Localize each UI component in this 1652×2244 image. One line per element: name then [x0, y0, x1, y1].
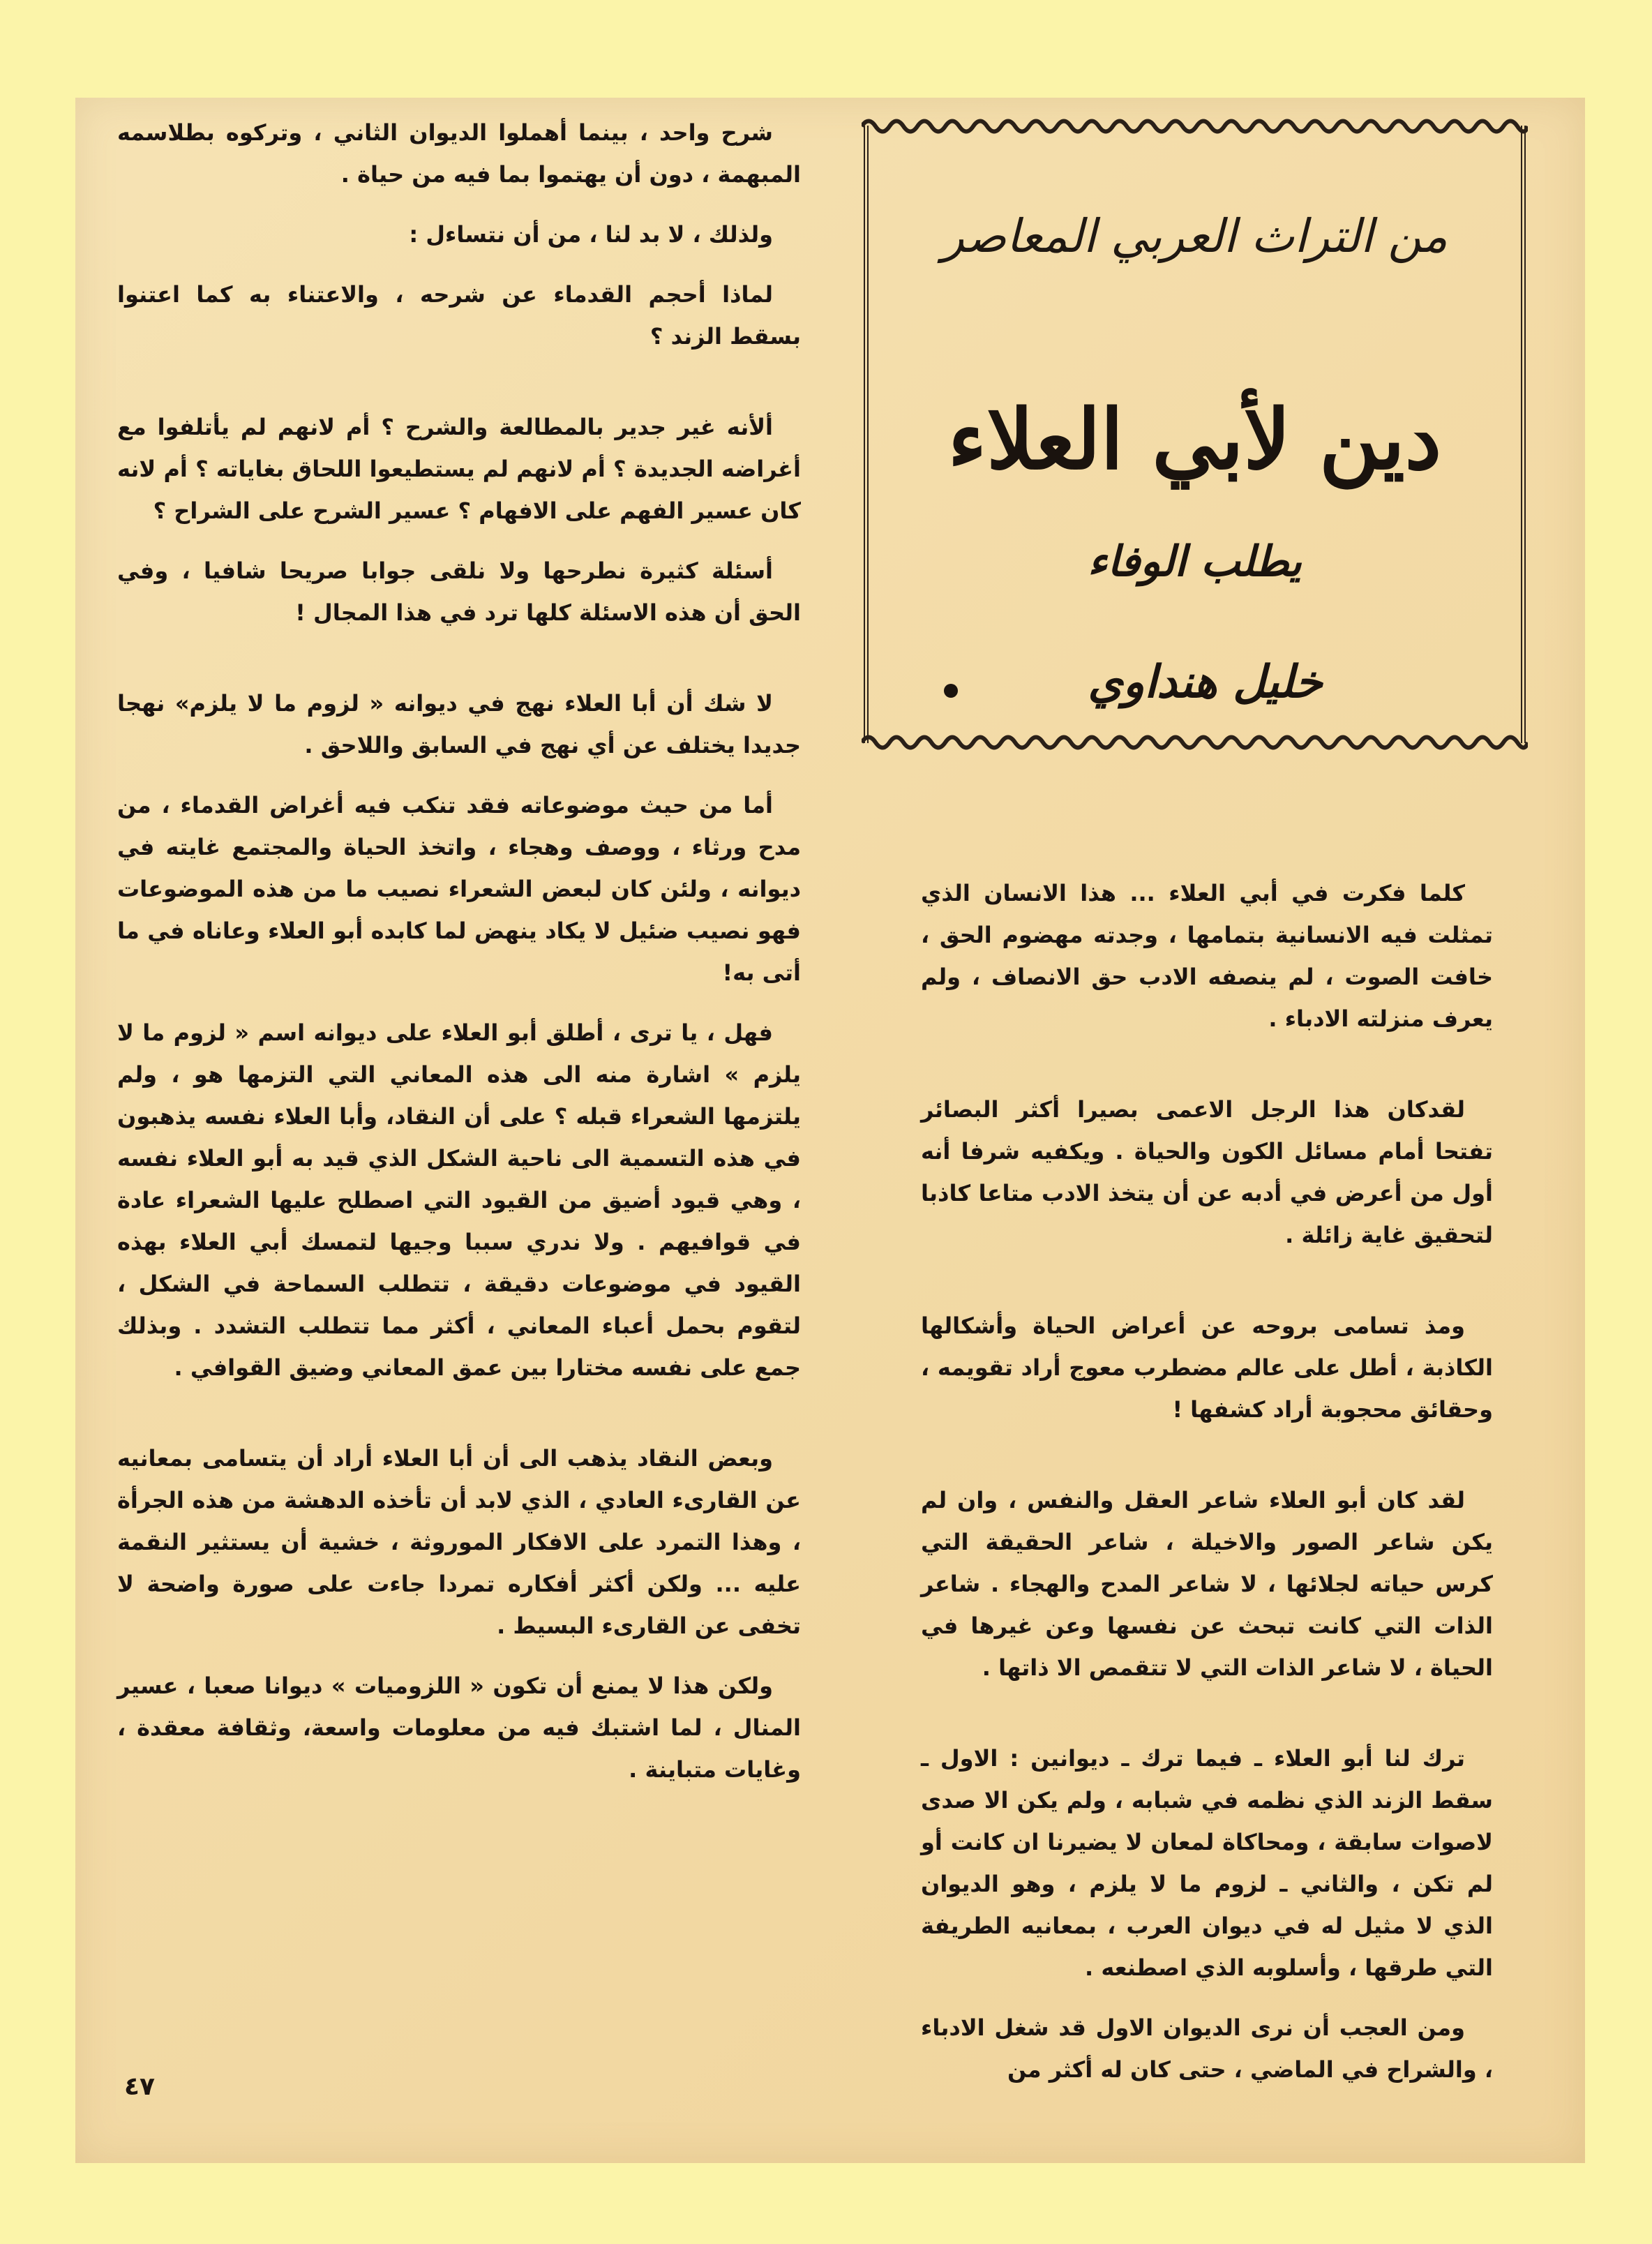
- paragraph: ألأنه غير جدير بالمطالعة والشرح ؟ أم لانهم لم يأتلفوا مع أغراضه الجديدة ؟ أم لانهم لم يستطيعوا اللحاق بغاياته ؟ أم لانه كان عسير الفهم على الافهام ؟ عسير الشرح على الشراح ؟: [117, 414, 801, 524]
- paragraph: شرح واحد ، بينما أهملوا الديوان الثاني ، وتركوه بطلاسمه المبهمة ، دون أن يهتموا بما فيه من حياة .: [117, 119, 801, 188]
- paragraph: فهل ، يا ترى ، أطلق أبو العلاء على ديوانه اسم « لزوم ما لا يلزم » اشارة منه الى هذه المعاني التي التزمها هو ، ولم يلتزمها الشعراء قبله ؟ على أن النقاد، وأبا العلاء نفسه يذهبون في هذه التسمية الى ناحية الشكل الذي قيد به أبو العلاء نفسه ، وهي قيود أضيق من القيود التي اصطلح عليها الشعراء عادة في قوافيهم . ولا ندري سببا وجيها لتمسك أبي العلاء بهذه القيود في موضوعات دقيقة ، تتطلب السماحة في الشكل ، لتقوم بحمل أعباء المعاني ، أكثر مما تتطلب التشدد . وبذلك جمع على نفسه مختارا بين عمق المعاني وضيق القوافي .: [117, 1019, 801, 1381]
- paragraph: لماذا أحجم القدماء عن شرحه ، والاعتناء به كما اعتنوا بسقط الزند ؟: [117, 281, 801, 350]
- paragraph: أما من حيث موضوعاته فقد تنكب فيه أغراض القدماء ، من مدح ورثاء ، ووصف وهجاء ، واتخذ الحياة والمجتمع غايته في ديوانه ، ولئن كان لبعض الشعراء نصيب ما من هذه الموضوعات فهو نصيب ضئيل لا يكاد ينهض لما كابده أبو العلاء وعاناه في ما أتى به!: [117, 792, 801, 986]
- page-number: ٤٧: [124, 2072, 155, 2101]
- bullet-dot-icon: [944, 684, 958, 698]
- article-subtitle: يطلب الوفاء: [1088, 537, 1302, 586]
- article-title: دين لأبي العلاء: [947, 391, 1442, 488]
- paragraph: لقد كان أبو العلاء شاعر العقل والنفس ، وان لم يكن شاعر الصور والاخيلة ، شاعر الحقيقة التي كرس حياته لجلائها ، لا شاعر المدح والهجاء . شاعر الذات التي كانت تبحث عن نفسها وعن غيرها في الحياة ، لا شاعر الذات التي لا تتقمص الا ذاتها .: [921, 1487, 1493, 1681]
- paragraph: ومن العجب أن نرى الديوان الاول قد شغل الادباء ، والشراح في الماضي ، حتى كان له أكثر من: [921, 2014, 1493, 2083]
- paragraph: وبعض النقاد يذهب الى أن أبا العلاء أراد أن يتسامى بمعانيه عن القارىء العادي ، الذي لابد أن تأخذه الدهشة من هذه الجرأة ، وهذا التمرد على الافكار الموروثة ، خشية أن يستثير النقمة عليه ... ولكن أكثر أفكاره تمردا جاءت على صورة واضحة لا تخفى عن القارىء البسيط .: [117, 1445, 801, 1639]
- title-box: [864, 126, 1526, 743]
- series-title: من التراث العربي المعاصر: [942, 209, 1448, 263]
- paragraph: ترك لنا أبو العلاء ـ فيما ترك ـ ديوانين : الاول ـ سقط الزند الذي نظمه في شبابه ، ولم يكن الا صدى لاصوات سابقة ، ومحاكاة لمعان لا يضيرنا ان كانت أو لم تكن ، والثاني ـ لزوم ما لا يلزم ، وهو الديوان الذي لا مثيل له في ديوان العرب ، بمعانيه الطريفة التي طرقها ، وأسلوبه الذي اصطنعه .: [921, 1745, 1493, 1981]
- paragraph: كلما فكرت في أبي العلاء ... هذا الانسان الذي تمثلت فيه الانسانية بتمامها ، وجدته مهضوم الحق ، خافت الصوت ، لم ينصفه الادب حق الانصاف ، ولم يعرف منزلته الادباء .: [921, 880, 1493, 1032]
- paragraph: ولذلك ، لا بد لنا ، من أن نتساءل :: [409, 221, 773, 248]
- paragraph: لا شك أن أبا العلاء نهج في ديوانه « لزوم ما لا يلزم» نهجا جديدا يختلف عن أي نهج في السابق واللاحق .: [117, 690, 801, 758]
- author-name: خليل هنداوي: [1088, 656, 1323, 708]
- paragraph: أسئلة كثيرة نطرحها ولا نلقى جوابا صريحا شافيا ، وفي الحق أن هذه الاسئلة كلها ترد في هذا المجال !: [117, 558, 801, 626]
- left-column: [117, 112, 801, 1809]
- right-column: [921, 872, 1493, 2109]
- magazine-page: [75, 98, 1585, 2163]
- wavy-border-top: [862, 116, 1528, 137]
- wavy-border-bottom: [862, 732, 1528, 753]
- paragraph: ولكن هذا لا يمنع أن تكون « اللزوميات » ديوانا صعبا ، عسير المنال ، لما اشتبك فيه من معلومات واسعة، وثقافة معقدة ، وغايات متباينة .: [117, 1673, 801, 1783]
- paragraph: لقدكان هذا الرجل الاعمى بصيرا أكثر البصائر تفتحا أمام مسائل الكون والحياة . ويكفيه شرفا أنه أول من أعرض في أدبه عن أن يتخذ الادب متاعا كاذبا لتحقيق غاية زائلة .: [921, 1096, 1493, 1248]
- paragraph: ومذ تسامى بروحه عن أعراض الحياة وأشكالها الكاذبة ، أطل على عالم مضطرب معوج أراد تقويمه ، وحقائق محجوبة أراد كشفها !: [921, 1312, 1493, 1423]
